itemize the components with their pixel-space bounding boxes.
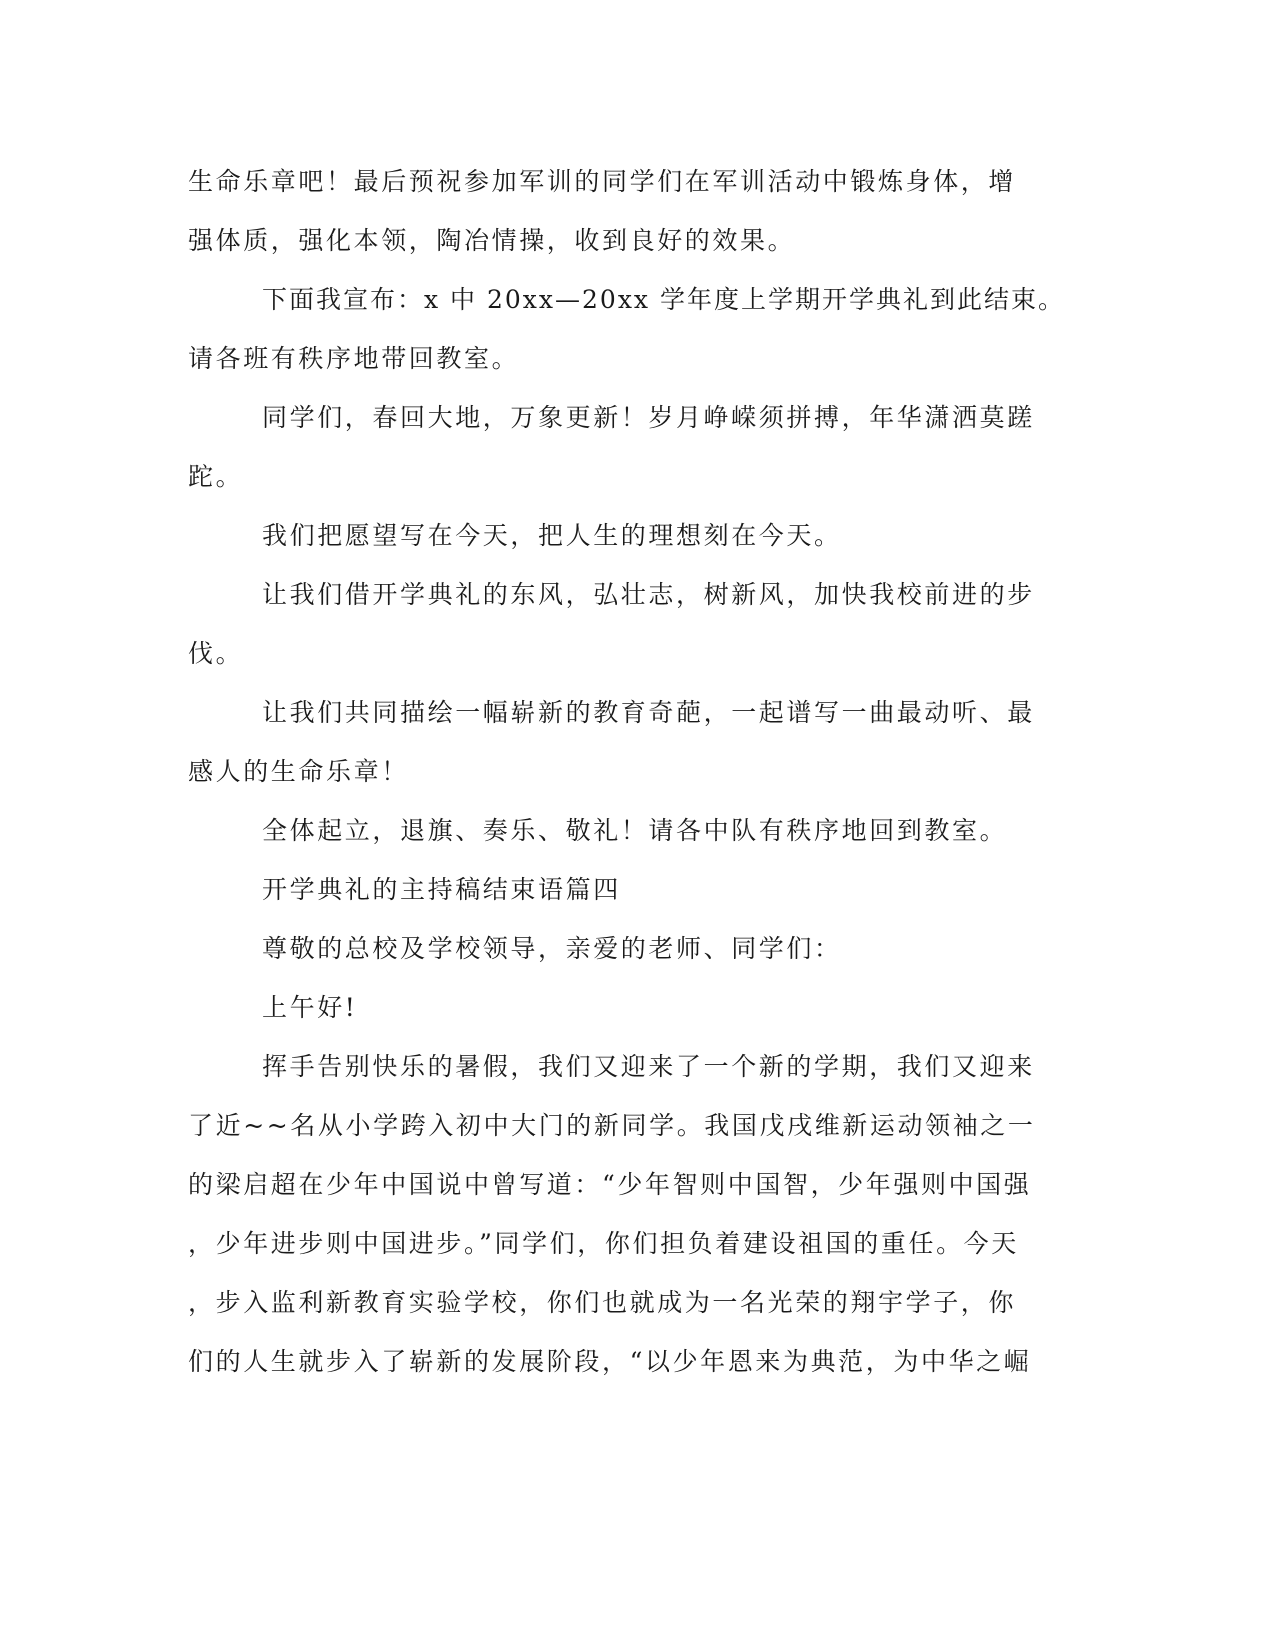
text-line: 尊敬的总校及学校领导，亲爱的老师、同学们：: [262, 934, 842, 963]
text-line: 请各班有秩序地带回教室。: [188, 344, 520, 373]
section-heading: 开学典礼的主持稿结束语篇四: [262, 875, 621, 904]
text-line: ，步入监利新教育实验学校，你们也就成为一名光荣的翔宇学子，你: [188, 1288, 1017, 1317]
text-line: 伐。: [188, 639, 244, 668]
text-line: 的梁启超在少年中国说中曾写道：“少年智则中国智，少年强则中国强: [188, 1170, 1032, 1199]
text-line: 让我们共同描绘一幅崭新的教育奇葩，一起谱写一曲最动听、最: [262, 698, 1035, 727]
text-line: 全体起立，退旗、奏乐、敬礼！请各中队有秩序地回到教室。: [262, 816, 1008, 845]
text-line: 让我们借开学典礼的东风，弘壮志，树新风，加快我校前进的步: [262, 580, 1035, 609]
text-line: 强体质，强化本领，陶冶情操，收到良好的效果。: [188, 226, 796, 255]
text-line: 了近~~名从小学跨入初中大门的新同学。我国戊戌维新运动领袖之一: [188, 1111, 1036, 1140]
text-line: 们的人生就步入了崭新的发展阶段，“以少年恩来为典范，为中华之崛: [188, 1347, 1032, 1376]
text-line: 下面我宣布：x 中 20xx—20xx 学年度上学期开学典礼到此结束。: [262, 285, 1065, 314]
text-line: 同学们，春回大地，万象更新！岁月峥嵘须拼搏，年华潇洒莫蹉: [262, 403, 1035, 432]
text-line: 感人的生命乐章！: [188, 757, 409, 786]
text-line: 挥手告别快乐的暑假，我们又迎来了一个新的学期，我们又迎来: [262, 1052, 1035, 1081]
text-line: 上午好!: [262, 993, 358, 1022]
text-line: 我们把愿望写在今天，把人生的理想刻在今天。: [262, 521, 842, 550]
text-line: 生命乐章吧！最后预祝参加军训的同学们在军训活动中锻炼身体，增: [188, 167, 1017, 196]
text-line: ，少年进步则中国进步。”同学们，你们担负着建设祖国的重任。今天: [188, 1229, 1019, 1258]
text-line: 跎。: [188, 462, 244, 491]
